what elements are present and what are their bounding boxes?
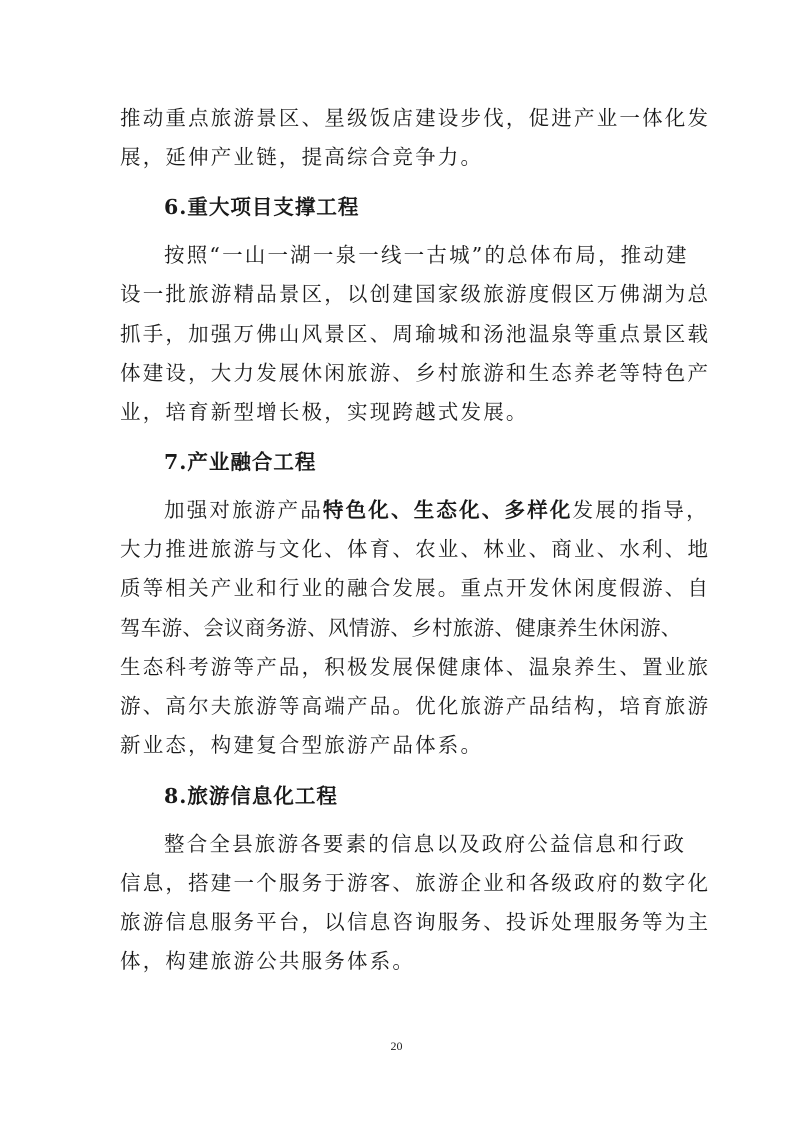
body-line: 业，培育新型增长极，实现跨越式发展。 — [120, 400, 529, 424]
body-text: 加强对旅游产品 — [164, 498, 323, 522]
body-line: 整合全县旅游各要素的信息以及政府公益信息和行政 — [164, 832, 687, 856]
body-line — [164, 496, 709, 524]
body-line: 体建设，大力发展休闲旅游、乡村旅游和生态养老等特色产 — [120, 361, 711, 385]
body-line: 体，构建旅游公共服务体系。 — [120, 949, 416, 973]
body-line: 生态科考游等产品，积极发展保健康体、温泉养生、置业旅 — [120, 655, 711, 679]
body-line: 旅游信息服务平台，以信息咨询服务、投诉处理服务等为主 — [120, 910, 711, 934]
body-line: 推动重点旅游景区、星级饭店建设步伐，促进产业一体化发 — [120, 106, 711, 130]
body-line: 大力推进旅游与文化、体育、农业、林业、商业、水利、地 — [120, 537, 711, 561]
section-heading-6: 6.重大项目支撑工程 — [164, 195, 360, 219]
body-line: 设一批旅游精品景区，以创建国家级旅游度假区万佛湖为总 — [120, 282, 711, 306]
emphasis-text: 特色化、生态化、多样化 — [322, 498, 573, 522]
body-line: 展，延伸产业链，提高综合竞争力。 — [120, 145, 484, 169]
section-heading-7: 7.产业融合工程 — [164, 450, 317, 474]
section-heading-8: 8.旅游信息化工程 — [164, 784, 338, 808]
body-text: 发展的指导， — [572, 498, 709, 522]
body-line: 质等相关产业和行业的融合发展。重点开发休闲度假游、自 — [120, 576, 711, 600]
body-line: 驾车游、会议商务游、风情游、乡村旅游、健康养生休闲游、 — [120, 616, 682, 640]
page-number: 20 — [390, 1039, 403, 1053]
body-line: 游、高尔夫旅游等高端产品。优化旅游产品结构，培育旅游 — [120, 694, 711, 718]
body-line: 信息，搭建一个服务于游客、旅游企业和各级政府的数字化 — [120, 871, 711, 895]
body-line: 按照“一山一湖一泉一线一古城”的总体布局，推动建 — [164, 243, 689, 267]
body-line: 抓手，加强万佛山风景区、周瑜城和汤池温泉等重点景区载 — [120, 322, 711, 346]
body-line: 新业态，构建复合型旅游产品体系。 — [120, 733, 484, 757]
